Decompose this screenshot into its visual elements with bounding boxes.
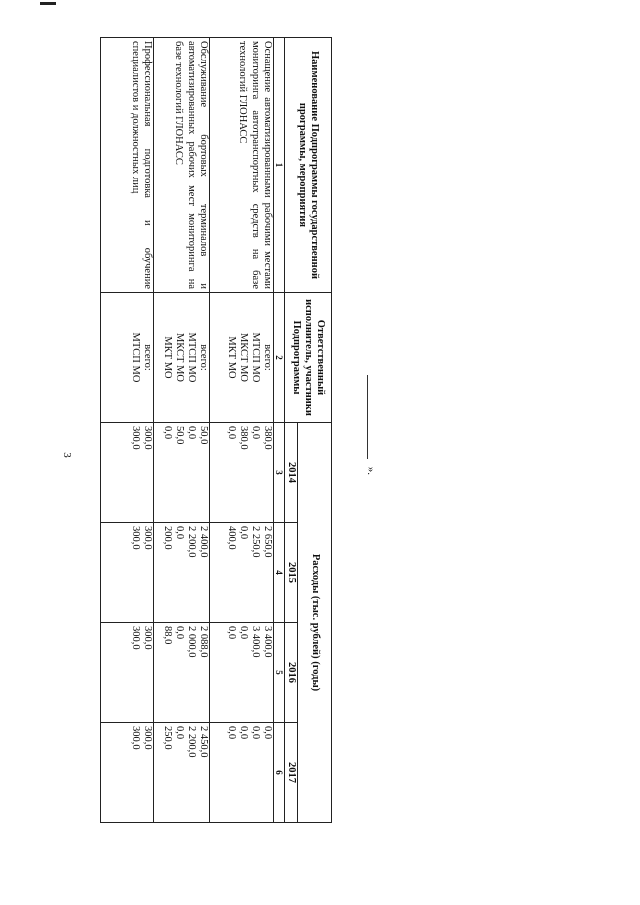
value-cell: 380,0 <box>261 426 273 450</box>
row-3-2016 <box>101 623 154 723</box>
value-cell: 380,0 <box>237 426 249 450</box>
value-cell: 300,0 <box>141 626 153 650</box>
value-cell: 50,0 <box>197 426 209 445</box>
row-2-2017 <box>153 723 209 823</box>
value-cell: 0,0 <box>261 726 273 740</box>
executor-label: всего: <box>261 344 273 371</box>
row-3-executors <box>101 293 154 423</box>
value-cell: 300,0 <box>129 726 141 750</box>
value-cell: 2 200,0 <box>185 726 197 758</box>
value-cell: 0,0 <box>249 726 261 740</box>
header-executor: Ответственный исполнитель, участники Подпрограммы <box>284 293 331 423</box>
value-cell: 0,0 <box>225 726 237 740</box>
header-year-2014: 2014 <box>284 423 297 523</box>
value-cell: 0,0 <box>185 426 197 440</box>
executor-label: всего: <box>197 344 209 371</box>
row-3-2017 <box>101 723 154 823</box>
footnote-line <box>367 375 368 459</box>
value-cell: 2 200,0 <box>185 526 197 558</box>
value-cell: 300,0 <box>129 426 141 450</box>
col-number-3: 3 <box>273 423 284 523</box>
value-cell: 0,0 <box>173 526 185 540</box>
row-2-name: Обслуживание бортовых терминалов и автоматизированных рабочих мест мониторинга на базе технологий ГЛОНАСС <box>153 38 209 293</box>
row-3-2015 <box>101 523 154 623</box>
page-number: 3 <box>61 452 73 458</box>
executor-label: МТСП МО <box>249 332 261 383</box>
value-cell: 2 088,0 <box>197 626 209 658</box>
table-row <box>209 38 273 823</box>
executor-label: МКТ МО <box>225 336 237 379</box>
value-cell: 0,0 <box>161 426 173 440</box>
value-cell: 3 400,0 <box>261 626 273 658</box>
row-1-name: Оснащение автоматизированными рабочими местами мониторинга автотранспортных средств на базе технологий ГЛОНАСС <box>209 38 273 293</box>
value-cell: 2 650,0 <box>261 526 273 558</box>
expenses-table <box>100 37 332 823</box>
value-cell: 0,0 <box>225 626 237 640</box>
row-2-2014 <box>153 423 209 523</box>
value-cell: 0,0 <box>237 526 249 540</box>
value-cell: 0,0 <box>173 626 185 640</box>
value-cell: 2 450,0 <box>197 726 209 758</box>
value-cell: 2 000,0 <box>185 626 197 658</box>
scan-corner-mark <box>40 2 56 5</box>
executor-label: всего: <box>141 344 153 371</box>
col-number-2: 2 <box>273 293 284 423</box>
value-cell: 50,0 <box>173 426 185 445</box>
value-cell: 300,0 <box>129 526 141 550</box>
value-cell: 300,0 <box>129 626 141 650</box>
executor-label: МКСТ МО <box>237 332 249 383</box>
row-1-executors <box>209 293 273 423</box>
table-row <box>101 38 154 823</box>
row-2-executors <box>153 293 209 423</box>
table-row <box>153 38 209 823</box>
header-year-2015: 2015 <box>284 523 297 623</box>
header-expenses: Расходы (тыс. рублей) (годы) <box>298 423 332 823</box>
row-2-2016 <box>153 623 209 723</box>
col-number-6: 6 <box>273 723 284 823</box>
col-number-5: 5 <box>273 623 284 723</box>
value-cell: 2 250,0 <box>249 526 261 558</box>
footnote <box>357 375 377 475</box>
value-cell: 0,0 <box>173 726 185 740</box>
row-3-name: Профессиональная подготовка и обучение специалистов и должностных лиц <box>101 38 154 293</box>
value-cell: 3 400,0 <box>249 626 261 658</box>
header-year-2017: 2017 <box>284 723 297 823</box>
value-cell: 0,0 <box>249 426 261 440</box>
row-3-2014 <box>101 423 154 523</box>
row-1-2015 <box>209 523 273 623</box>
row-1-2016 <box>209 623 273 723</box>
value-cell: 88,0 <box>161 626 173 645</box>
executor-label: МКТ МО <box>161 336 173 379</box>
col-number-4: 4 <box>273 523 284 623</box>
executor-label: МТСП МО <box>185 332 197 383</box>
value-cell: 300,0 <box>141 726 153 750</box>
value-cell: 250,0 <box>161 726 173 750</box>
header-year-2016: 2016 <box>284 623 297 723</box>
row-1-2017 <box>209 723 273 823</box>
value-cell: 400,0 <box>225 526 237 550</box>
header-name: Наименование Подпрограммы государственной программы, мероприятия <box>284 38 331 293</box>
value-cell: 0,0 <box>237 726 249 740</box>
executor-label: МТСП МО <box>129 332 141 383</box>
value-cell: 300,0 <box>141 526 153 550</box>
col-number-1: 1 <box>273 38 284 293</box>
value-cell: 0,0 <box>237 626 249 640</box>
value-cell: 300,0 <box>141 426 153 450</box>
value-cell: 200,0 <box>161 526 173 550</box>
value-cell: 2 400,0 <box>197 526 209 558</box>
row-2-2015 <box>153 523 209 623</box>
executor-label: МКСТ МО <box>173 332 185 383</box>
closing-quote-mark: ». <box>365 466 377 475</box>
row-1-2014 <box>209 423 273 523</box>
rotated-table-wrapper <box>100 37 332 822</box>
value-cell: 0,0 <box>225 426 237 440</box>
